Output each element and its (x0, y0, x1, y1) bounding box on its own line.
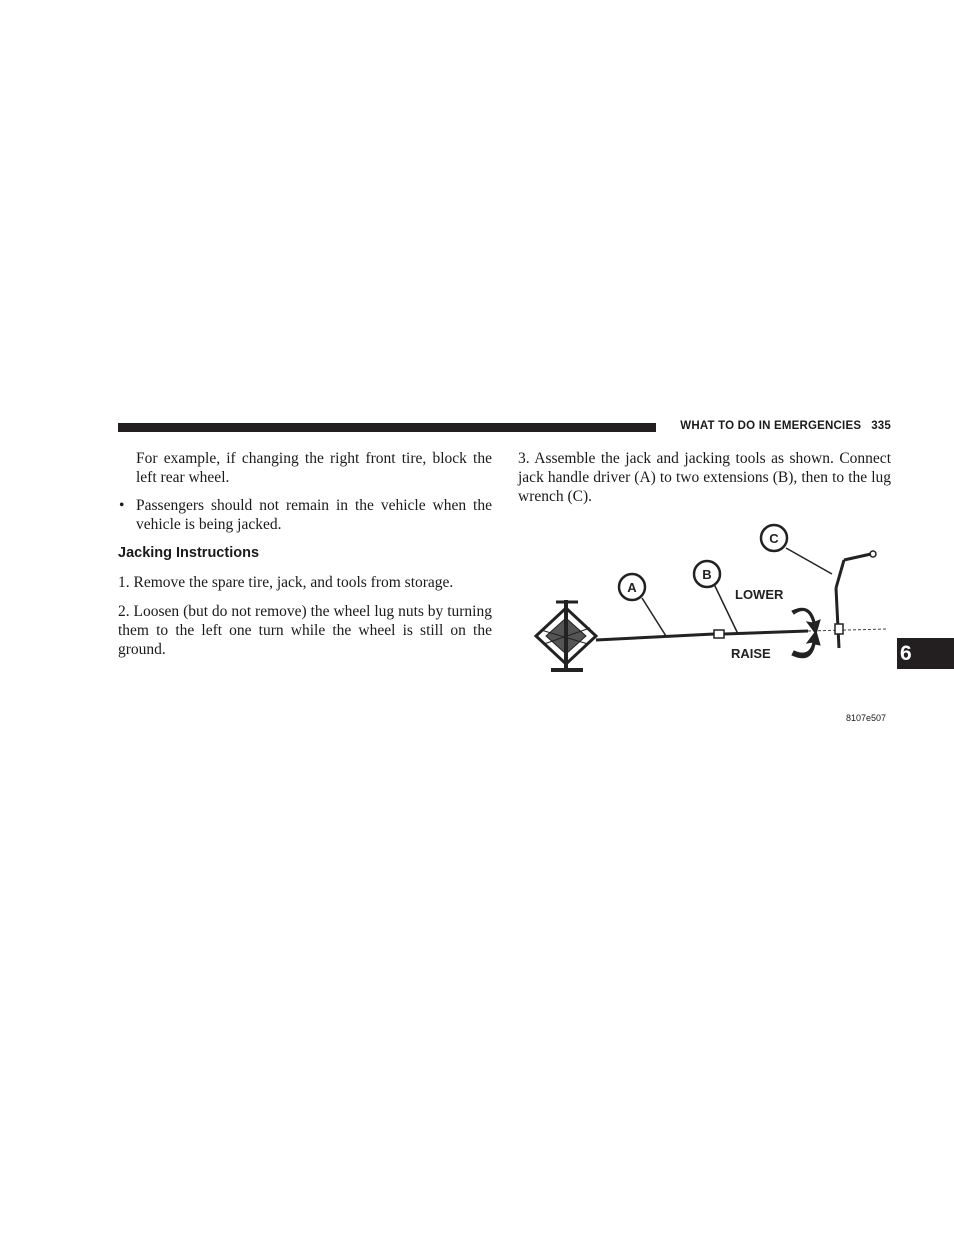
callout-c (761, 525, 787, 551)
handle-driver-rod (596, 634, 714, 640)
jack-assembly-illustration (526, 518, 894, 686)
callout-b-letter: B (702, 567, 712, 582)
step-1: 1. Remove the spare tire, jack, and tools from storage. (118, 574, 454, 591)
figure-code: 8107e507 (846, 713, 887, 723)
lower-label: LOWER (735, 587, 784, 602)
running-header (665, 420, 891, 432)
bullet-item (118, 496, 492, 534)
extension-coupler (714, 630, 724, 638)
callout-a-letter: A (627, 580, 637, 595)
axis-line (808, 629, 886, 631)
scissor-jack-drawing (536, 600, 596, 670)
raise-label: RAISE (731, 646, 771, 661)
step-3: 3. Assemble the jack and jacking tools as shown. Connect jack handle driver (A) to two extensions (B), then to the lug wrench (C). (518, 450, 891, 505)
header-rule (118, 423, 656, 432)
header-section-title: WHAT TO DO IN EMERGENCIES (680, 420, 862, 432)
step-2: 2. Loosen (but do not remove) the wheel lug nuts by turning them to the left one turn while the wheel is still on the ground. (118, 603, 492, 658)
bullet-text: Passengers should not remain in the vehicle when the vehicle is being jacked. (136, 497, 492, 533)
callout-c-letter: C (769, 531, 779, 546)
continuation-paragraph: For example, if changing the right front tire, block the left rear wheel. (136, 450, 492, 486)
chapter-tab: 6 (897, 638, 954, 669)
page-number: 335 (871, 420, 891, 432)
section-heading: Jacking Instructions (118, 545, 260, 561)
bullet-symbol: • (119, 497, 125, 514)
right-column (518, 449, 891, 506)
callout-b (694, 561, 720, 587)
left-column (118, 449, 492, 659)
lug-wrench-drawing (835, 551, 876, 648)
rotation-arrows-icon (792, 608, 820, 658)
callout-a (619, 574, 645, 600)
